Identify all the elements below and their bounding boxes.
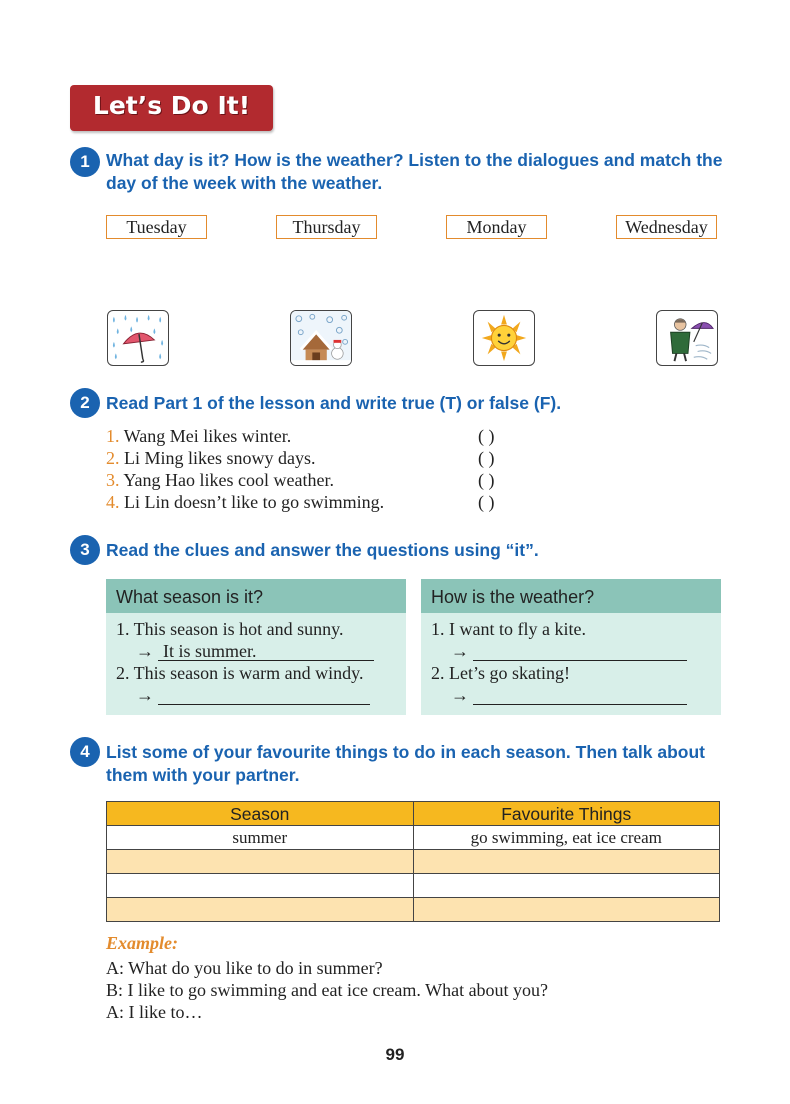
table-header-favourite-things: Favourite Things — [413, 802, 720, 826]
season-answer-1[interactable] — [158, 640, 374, 661]
section-1-instruction: What day is it? How is the weather? Listen to the dialogues and match the day of the week with the weather. — [106, 150, 723, 193]
day-box-tuesday[interactable]: Tuesday — [106, 215, 207, 239]
favourite-things-table — [106, 801, 720, 922]
section-3-instruction: Read the clues and answer the questions using “it”. — [106, 540, 539, 560]
tf-answer-3[interactable]: ( ) — [478, 470, 495, 490]
tf-item-2 — [106, 447, 316, 469]
weather-answer-1[interactable] — [473, 640, 687, 661]
tf-item-text: Li Ming likes snowy days. — [124, 448, 316, 468]
section-1-number: 1 — [70, 147, 100, 177]
tf-item-3 — [106, 469, 334, 491]
table-header-season: Season — [107, 802, 414, 826]
banner-title: Let’s Do It! — [92, 91, 251, 120]
table-header-row — [107, 802, 720, 826]
section-2-number: 2 — [70, 388, 100, 418]
lets-do-it-banner — [70, 85, 273, 131]
windy-weather-icon[interactable] — [656, 310, 718, 366]
day-box-wednesday[interactable]: Wednesday — [616, 215, 717, 239]
arrow-icon: → — [136, 685, 154, 705]
table-row — [107, 898, 720, 922]
season-answer-2[interactable] — [158, 684, 370, 705]
table-row — [107, 826, 720, 850]
table-cell-things[interactable] — [413, 874, 720, 898]
weather-clue-box — [421, 579, 721, 715]
tf-item-text: Wang Mei likes winter. — [123, 426, 292, 446]
tf-item-number: 3. — [106, 470, 120, 490]
section-4-instruction: List some of your favourite things to do in each season. Then talk about them with your partner. — [106, 742, 705, 785]
tf-item-number: 4. — [106, 492, 120, 512]
example-label: Example: — [106, 933, 178, 953]
table-cell-season[interactable] — [107, 850, 414, 874]
table-cell-things[interactable] — [413, 898, 720, 922]
table-cell-season[interactable] — [107, 874, 414, 898]
tf-item-1 — [106, 425, 291, 447]
weather-answer-2[interactable] — [473, 684, 687, 705]
table-cell-things[interactable] — [413, 850, 720, 874]
example-line-3: A: I like to… — [106, 1002, 203, 1022]
tf-answer-1[interactable]: ( ) — [478, 426, 495, 446]
tf-item-4 — [106, 491, 384, 513]
snowy-weather-icon[interactable] — [290, 310, 352, 366]
tf-item-number: 2. — [106, 448, 120, 468]
page-number: 99 — [385, 1045, 405, 1064]
season-clue-box — [106, 579, 406, 715]
season-question-1: 1. This season is hot and sunny. — [116, 619, 344, 639]
season-answer-1-text: It is summer. — [163, 641, 257, 661]
table-cell-season[interactable] — [107, 898, 414, 922]
day-box-thursday[interactable]: Thursday — [276, 215, 377, 239]
season-clue-title: What season is it? — [106, 579, 406, 613]
section-4-number: 4 — [70, 737, 100, 767]
weather-clue-title: How is the weather? — [421, 579, 721, 613]
tf-answer-2[interactable]: ( ) — [478, 448, 495, 468]
table-cell-things[interactable]: go swimming, eat ice cream — [413, 826, 720, 850]
season-question-2: 2. This season is warm and windy. — [116, 663, 364, 683]
sunny-weather-icon[interactable] — [473, 310, 535, 366]
table-row — [107, 874, 720, 898]
day-box-monday[interactable]: Monday — [446, 215, 547, 239]
weather-question-1: 1. I want to fly a kite. — [431, 619, 586, 639]
arrow-icon: → — [136, 641, 154, 661]
tf-item-text: Li Lin doesn’t like to go swimming. — [124, 492, 385, 512]
section-3-number: 3 — [70, 535, 100, 565]
example-line-2: B: I like to go swimming and eat ice cream. What about you? — [106, 980, 549, 1000]
table-row — [107, 850, 720, 874]
section-2-instruction: Read Part 1 of the lesson and write true (T) or false (F). — [106, 393, 562, 413]
tf-item-number: 1. — [106, 426, 120, 446]
tf-answer-4[interactable]: ( ) — [478, 492, 495, 512]
rainy-weather-icon[interactable] — [107, 310, 169, 366]
weather-question-2: 2. Let’s go skating! — [431, 663, 570, 683]
example-line-1: A: What do you like to do in summer? — [106, 958, 383, 978]
arrow-icon: → — [451, 685, 469, 705]
tf-item-text: Yang Hao likes cool weather. — [123, 470, 334, 490]
arrow-icon: → — [451, 641, 469, 661]
table-cell-season[interactable]: summer — [107, 826, 414, 850]
